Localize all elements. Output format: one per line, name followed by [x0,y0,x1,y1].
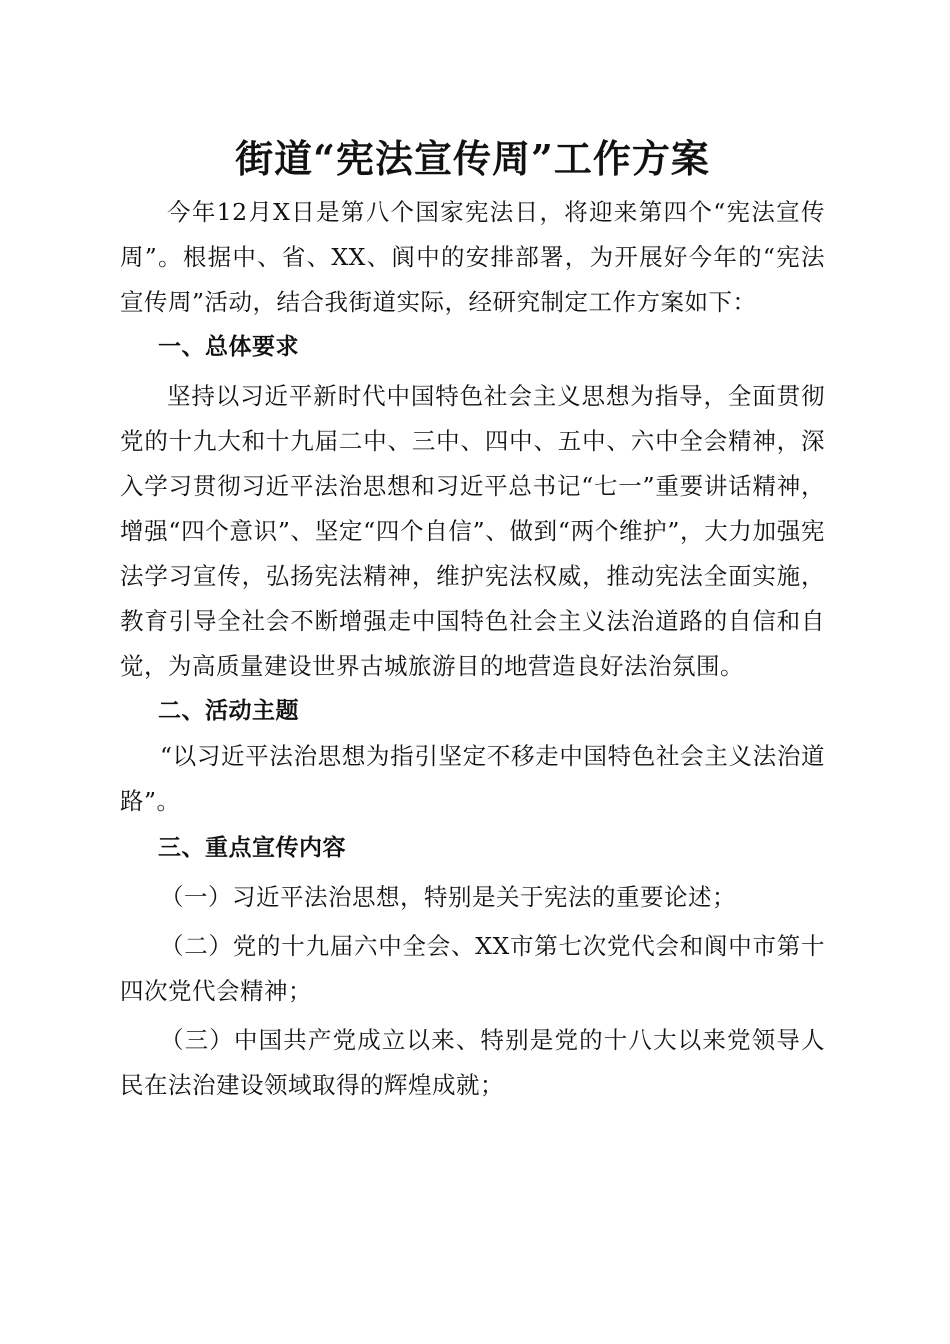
section-paragraph: 坚持以习近平新时代中国特色社会主义思想为指导，全面贯彻党的十九大和十九届二中、三中、四中、五中、六中全会精神，深入学习贯彻习近平法治思想和习近平总书记“七一”重要讲话精神，增强“四个意识”、坚定“四个自信”、做到“两个维护”，大力加强宪法学习宣传，弘扬宪法精神，维护宪法权威，推动宪法全面实施，教育引导全社会不断增强走中国特色社会主义法治道路的自信和自觉，为高质量建设世界古城旅游目的地营造良好法治氛围。 [120,382,825,680]
intro-paragraph: 今年12月X日是第八个国家宪法日，将迎来第四个“宪法宣传周”。根据中、省、XX、阆中的安排部署，为开展好今年的“宪法宣传周”活动，结合我街道实际，经研究制定工作方案如下： [120,198,825,316]
section-paragraph: “以习近平法治思想为指引坚定不移走中国特色社会主义法治道路”。 [120,742,825,815]
document-title: 街道“宪法宣传周”工作方案 [235,136,710,181]
document-page [120,128,825,1108]
section-heading: 三、重点宣传内容 [158,835,346,861]
section-general-requirements [120,325,825,689]
list-item: （二）党的十九届六中全会、XX市第七次党代会和阆中市第十四次党代会精神； [120,932,825,1005]
section-heading: 二、活动主题 [158,698,299,724]
section-heading: 一、总体要求 [158,334,299,360]
list-item: （一）习近平法治思想，特别是关于宪法的重要论述； [160,883,736,911]
section-activity-theme [120,689,825,824]
section-key-content [120,826,825,1108]
list-item: （三）中国共产党成立以来、特别是党的十八大以来党领导人民在法治建设领域取得的辉煌成就； [120,1026,825,1099]
